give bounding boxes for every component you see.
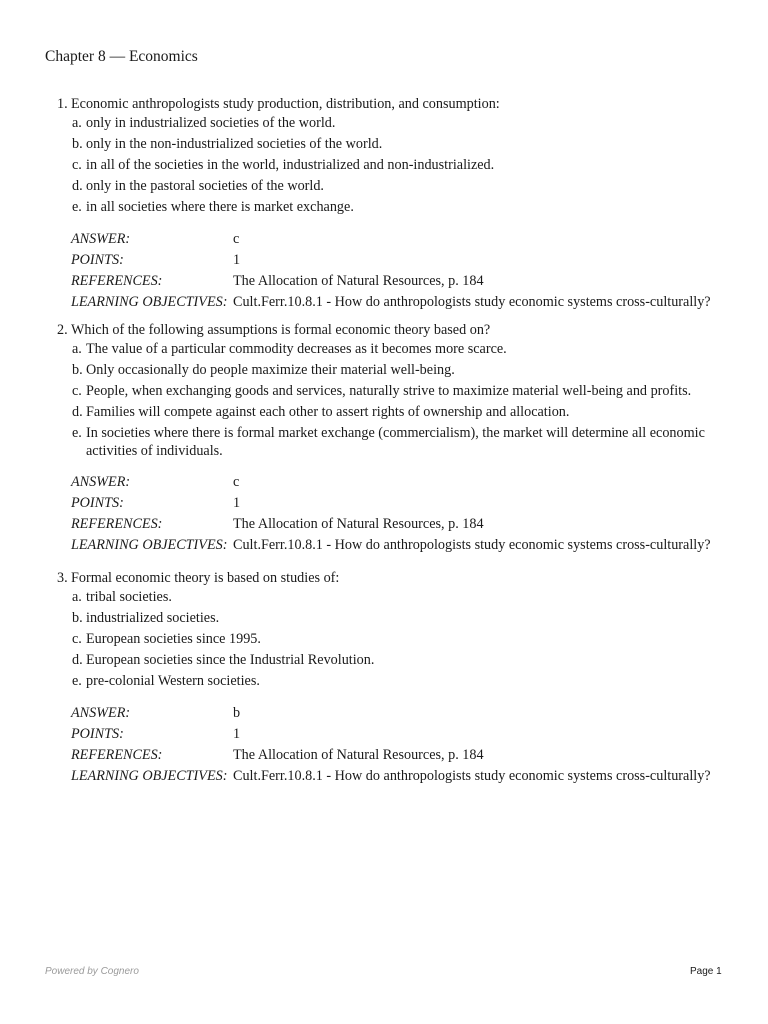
choice-b [57,362,737,380]
points-row [71,250,737,271]
choice-b [57,136,737,154]
choice-a [57,341,737,359]
points-value: 1 [233,251,241,268]
choice-c [57,157,737,175]
objectives-row [71,292,737,313]
points-key: POINTS: [71,725,124,742]
answer-value: b [233,704,241,721]
choice-label: a. [72,589,82,605]
page-title: Chapter 8 — Economics [45,48,198,65]
references-row [71,745,737,766]
choice-label: b. [72,610,83,626]
choice-a [57,115,737,133]
question-number: 1. [57,96,68,112]
question-number: 2. [57,322,68,338]
answer-metadata [71,703,737,787]
objectives-key: LEARNING OBJECTIVES: [71,767,228,784]
choice-label: c. [72,631,82,647]
answer-key: ANSWER: [71,704,131,721]
choice-text: Only occasionally do people maximize their material well-being. [86,362,455,378]
choice-label: e. [72,673,82,689]
choice-label: e. [72,425,82,441]
answer-key: ANSWER: [71,474,131,490]
question-text: Which of the following assumptions is formal economic theory based on? [71,322,491,338]
choice-text: only in the pastoral societies of the world. [86,178,324,194]
choice-c [57,383,737,401]
question-stem [57,94,737,115]
points-row [71,724,737,745]
answer-key: ANSWER: [71,230,131,247]
page-number: Page 1 [690,966,722,977]
choice-text: European societies since the Industrial Revolution. [86,652,375,668]
references-value: The Allocation of Natural Resources, p. 184 [233,272,484,289]
choice-label: b. [72,362,83,378]
choice-label: a. [72,115,82,131]
choice-text: tribal societies. [86,589,172,605]
objectives-value: Cult.Ferr.10.8.1 - How do anthropologists study economic systems cross-culturally? [233,537,711,553]
choice-text: European societies since 1995. [86,631,261,647]
objectives-row [71,535,737,556]
choice-text: in all societies where there is market exchange. [86,199,354,215]
question-stem [57,320,737,341]
question-stem [57,568,737,589]
question-1 [57,94,737,313]
answer-metadata [71,229,737,313]
choice-label: e. [72,199,82,215]
objectives-key: LEARNING OBJECTIVES: [71,293,228,310]
powered-by-text: Powered by Cognero [45,966,139,977]
choice-label: a. [72,341,82,357]
choice-label: b. [72,136,83,152]
answer-row [71,229,737,250]
references-row [71,514,737,535]
choice-text: People, when exchanging goods and services, naturally strive to maximize material well-being and profits. [86,383,692,399]
references-key: REFERENCES: [71,516,163,532]
references-row [71,271,737,292]
question-2 [57,320,737,556]
choice-text: The value of a particular commodity decreases as it becomes more scarce. [86,341,507,357]
points-row [71,493,737,514]
choice-text: pre-colonial Western societies. [86,673,260,689]
choice-d [57,404,737,422]
objectives-row [71,766,737,787]
choice-e [57,673,737,691]
question-text: Formal economic theory is based on studies of: [71,570,340,586]
choice-label: d. [72,404,83,420]
choice-e [57,425,737,460]
choice-text: only in the non-industrialized societies of the world. [86,136,383,152]
choice-label: c. [72,157,82,173]
choice-label: d. [72,178,83,194]
answer-row [71,472,737,493]
choice-label: c. [72,383,82,399]
references-key: REFERENCES: [71,272,163,289]
choice-text: industrialized societies. [86,610,220,626]
question-text: Economic anthropologists study production, distribution, and consumption: [71,96,500,112]
choice-c [57,631,737,649]
answer-row [71,703,737,724]
choice-e [57,199,737,217]
points-value: 1 [233,725,241,742]
choice-text: only in industrialized societies of the world. [86,115,336,131]
question-3 [57,568,737,787]
question-number: 3. [57,570,68,586]
answer-metadata [71,472,737,556]
answer-value: c [233,230,240,247]
objectives-value: Cult.Ferr.10.8.1 - How do anthropologists study economic systems cross-culturally? [233,767,711,784]
choice-label: d. [72,652,83,668]
choice-a [57,589,737,607]
choice-d [57,652,737,670]
objectives-key: LEARNING OBJECTIVES: [71,537,228,553]
choice-text: Families will compete against each other to assert rights of ownership and allocation. [86,404,570,420]
choice-text: in all of the societies in the world, industrialized and non-industrialized. [86,157,495,173]
objectives-value: Cult.Ferr.10.8.1 - How do anthropologists study economic systems cross-culturally? [233,293,711,310]
references-value: The Allocation of Natural Resources, p. 184 [233,746,484,763]
answer-value: c [233,474,240,490]
choice-b [57,610,737,628]
points-key: POINTS: [71,251,124,268]
points-key: POINTS: [71,495,124,511]
references-value: The Allocation of Natural Resources, p. 184 [233,516,484,532]
references-key: REFERENCES: [71,746,163,763]
points-value: 1 [233,495,241,511]
choice-d [57,178,737,196]
choice-text: In societies where there is formal market exchange (commercialism), the market will determine all economic activities of individuals. [86,425,705,459]
